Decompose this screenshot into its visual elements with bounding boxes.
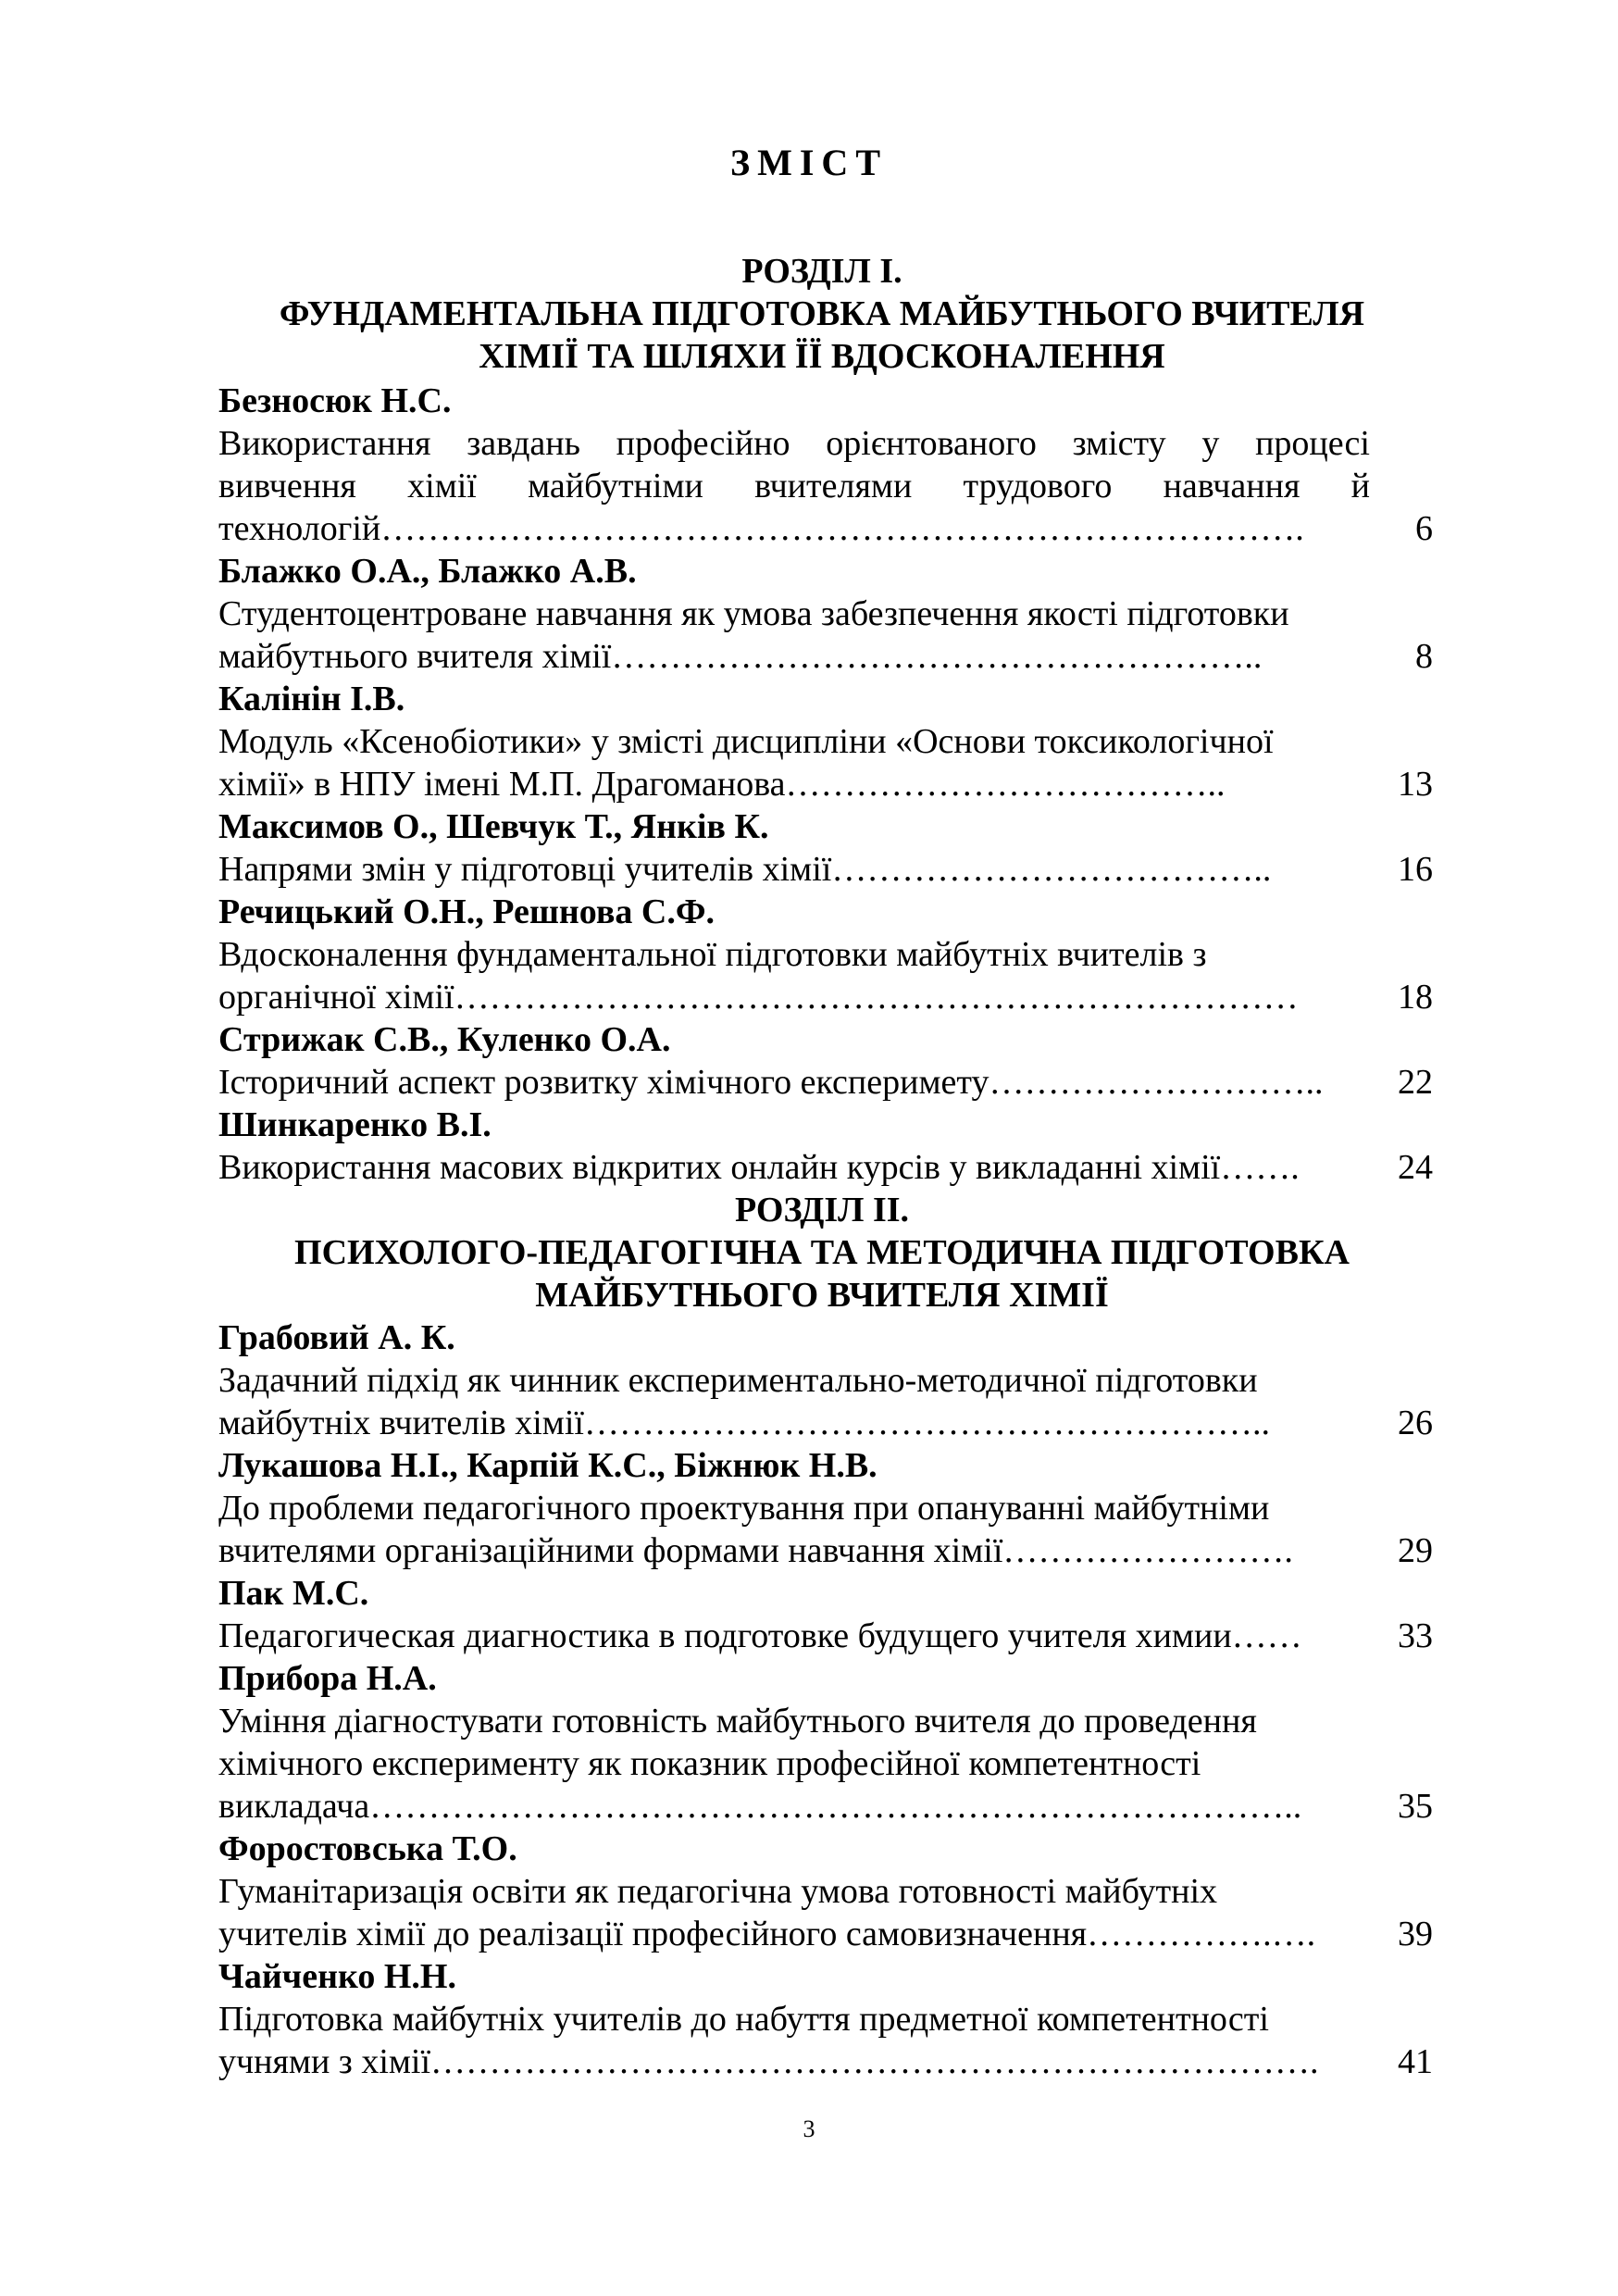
- section-heading-1: [211, 250, 1433, 378]
- entry-title-line: технологій…………………………………………………………………….: [218, 509, 1304, 548]
- entry-title-line: хімічного експерименту як показник професійної компетентності: [218, 1744, 1201, 1783]
- entry-page-number: 16: [1398, 850, 1433, 889]
- entry-page-number: 22: [1398, 1063, 1433, 1102]
- section-heading-line: ФУНДАМЕНТАЛЬНА ПІДГОТОВКА МАЙБУТНЬОГО ВЧИТЕЛЯ: [279, 294, 1365, 333]
- entry-author: Стрижак С.В., Куленко О.А.: [218, 1020, 671, 1059]
- entry-title-line: Використання масових відкритих онлайн курсів у викладанні хімії…….: [218, 1148, 1300, 1187]
- entry-author: Максимов О., Шевчук Т., Янків К.: [218, 807, 769, 846]
- entry-author: Прибора Н.А.: [218, 1659, 437, 1698]
- entry-author: Чайченко Н.Н.: [218, 1957, 456, 1996]
- entry-page-number: 8: [1415, 637, 1433, 676]
- entry-author: Калінін І.В.: [218, 680, 405, 718]
- entry-title-line: Історичний аспект розвитку хімічного експеримету………………………..: [218, 1063, 1324, 1102]
- entry-page-number: 6: [1415, 509, 1433, 548]
- entry-title-line: Уміння діагностувати готовність майбутнього вчителя до проведення: [218, 1702, 1257, 1741]
- entry-page-number: 13: [1398, 765, 1433, 804]
- section-heading-line: РОЗДІЛ ІІ.: [734, 1191, 910, 1229]
- entry-page-number: 18: [1398, 978, 1433, 1017]
- section-heading-line: ХІМІЇ ТА ШЛЯХИ ЇЇ ВДОСКОНАЛЕННЯ: [479, 337, 1165, 376]
- entry-title-line: майбутнього вчителя хімії………………………………………………..: [218, 637, 1263, 676]
- entry-author: Речицький О.Н., Решнова С.Ф.: [218, 892, 715, 931]
- entry-title-line: До проблеми педагогічного проектування при опануванні майбутніми: [218, 1489, 1270, 1528]
- entry-page-number: 24: [1398, 1148, 1433, 1187]
- entry-title-line: Студентоцентроване навчання як умова забезпечення якості підготовки: [218, 594, 1289, 633]
- entry-title-line: майбутніх вчителів хімії…………………………………………………..: [218, 1404, 1270, 1442]
- section-heading-line: МАЙБУТНЬОГО ВЧИТЕЛЯ ХІМІЇ: [535, 1276, 1109, 1315]
- entry-title-line: учителів хімії до реалізації професійного самовизначення…………….….: [218, 1915, 1316, 1953]
- entry-page-number: 33: [1398, 1616, 1433, 1655]
- entry-author: Лукашова Н.І., Карпій К.С., Біжнюк Н.В.: [218, 1446, 877, 1485]
- entry-author: Пак М.С.: [218, 1574, 369, 1613]
- entry-title-line: Модуль «Ксенобіотики» у змісті дисципліни «Основи токсикологічної: [218, 722, 1274, 761]
- entry-title-line: Гуманітаризація освіти як педагогічна умова готовності майбутніх: [218, 1872, 1218, 1911]
- entry-title-line: Задачний підхід як чинник експериментально-методичної підготовки: [218, 1361, 1258, 1400]
- section-heading-line: ПСИХОЛОГО-ПЕДАГОГІЧНА ТА МЕТОДИЧНА ПІДГОТОВКА: [294, 1233, 1350, 1272]
- entry-title-line: вивчення хімії майбутніми вчителями трудового навчання й: [218, 467, 1370, 505]
- entry-author: Блажко О.А., Блажко А.В.: [218, 552, 637, 591]
- section-heading-line: РОЗДІЛ І.: [741, 252, 902, 291]
- entry-title-line: учнями з хімії………………………………………………………………….: [218, 2042, 1319, 2081]
- page-title: ЗМІСТ: [730, 142, 888, 183]
- entry-page-number: 29: [1398, 1531, 1433, 1570]
- entry-author: Грабовий А. К.: [218, 1318, 455, 1357]
- entry-title-line: Напрями змін у підготовці учителів хімії………………………………..: [218, 850, 1272, 889]
- entry-title-line: Педагогическая диагностика в подготовке будущего учителя химии……: [218, 1616, 1302, 1655]
- entry-title-line: органічної хімії………………………………………………………………: [218, 978, 1299, 1017]
- entry-page-number: 35: [1398, 1787, 1433, 1826]
- entry-page-number: 26: [1398, 1404, 1433, 1442]
- entry-page-number: 39: [1398, 1915, 1433, 1953]
- entry-title-line: хімії» в НПУ імені М.П. Драгоманова………………………………..: [218, 765, 1226, 804]
- section-heading-2: [211, 1189, 1433, 1316]
- entry-title-line: Використання завдань професійно орієнтованого змісту у процесі: [218, 424, 1370, 463]
- entry-author: Форостовська Т.О.: [218, 1829, 517, 1868]
- footer-page-number: 3: [803, 2115, 815, 2142]
- entry-title-line: викладача……………………………………………………………………..: [218, 1787, 1302, 1826]
- entry-title-line: Підготовка майбутніх учителів до набуття предметної компетентності: [218, 2000, 1269, 2039]
- entry-title-line: вчителями організаційними формами навчання хімії…………………….: [218, 1531, 1293, 1570]
- entry-title-line: Вдосконалення фундаментальної підготовки майбутніх вчителів з: [218, 935, 1207, 974]
- entry-author: Безносюк Н.С.: [218, 381, 452, 420]
- entry-page-number: 41: [1398, 2042, 1433, 2081]
- entry-author: Шинкаренко В.І.: [218, 1105, 492, 1144]
